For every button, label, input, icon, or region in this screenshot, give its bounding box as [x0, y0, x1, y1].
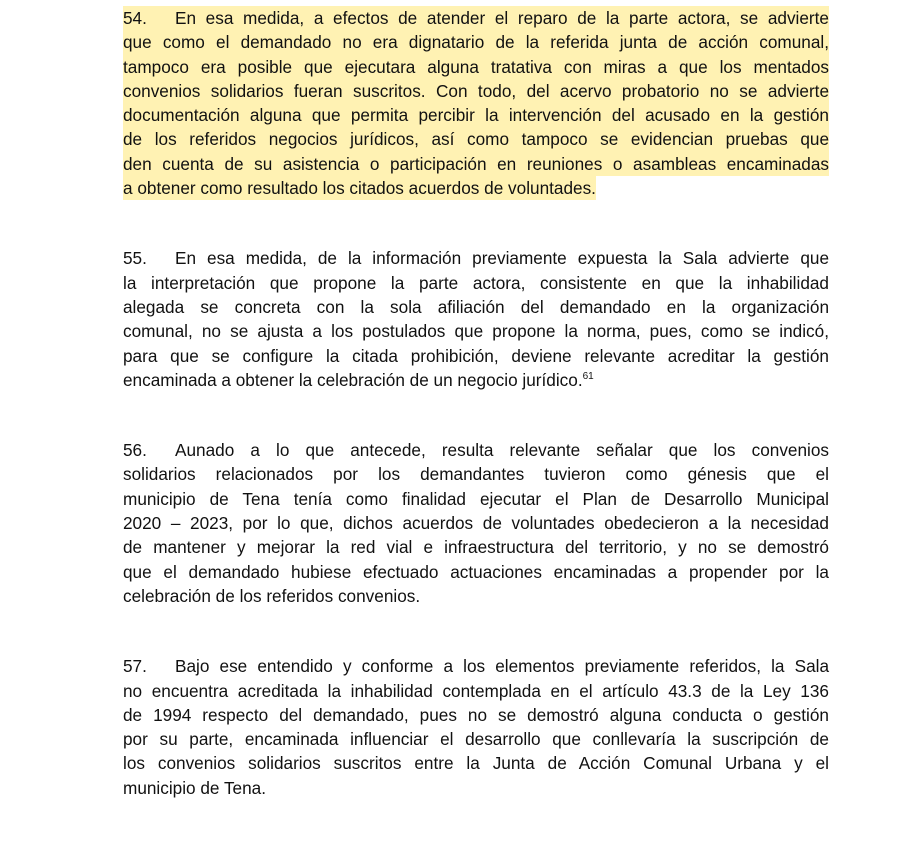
document-page: [123, 6, 829, 846]
paragraph-line: convenios solidarios fueran suscritos. Con todo, del acervo probatorio no se advierte: [123, 79, 829, 103]
paragraph-line: para que se configure la citada prohibición, deviene relevante acreditar la gestión: [123, 345, 829, 366]
paragraph-line: municipio de Tena.: [123, 777, 267, 798]
paragraph-line: por su parte, encaminada influenciar el desarrollo que conllevaría la suscripción de: [123, 729, 829, 750]
paragraph-line: que el demandado hubiese efectuado actuaciones encaminadas a propender por la: [123, 561, 829, 582]
paragraph-line: no encuentra acreditada la inhabilidad contemplada en el artículo 43.3 de la Ley 136: [123, 680, 829, 701]
paragraph-line: de 1994 respecto del demandado, pues no se demostró alguna conducta o gestión: [123, 704, 829, 725]
paragraph-54: [123, 6, 829, 200]
paragraph-number: 57.: [123, 656, 147, 677]
paragraph-line: 2020 – 2023, por lo que, dichos acuerdos de voluntades obedecieron a la necesidad: [123, 513, 829, 534]
paragraph-line: de mantener y mejorar la red vial e infraestructura del territorio, y no se demostró: [123, 537, 829, 558]
paragraph-line: documentación alguna que permita percibir la intervención del acusado en la gestión: [123, 103, 829, 127]
paragraph-line: 56. Aunado a lo que antecede, resulta relevante señalar que los convenios: [123, 438, 829, 462]
paragraph-number: 55.: [123, 248, 147, 269]
paragraph-line: encaminada a obtener la celebración de un negocio jurídico.$^{61}$: [123, 369, 594, 390]
paragraph-line: de los referidos negocios jurídicos, así como tampoco se evidencian pruebas que: [123, 127, 829, 151]
paragraph-line: 55. En esa medida, de la información previamente expuesta la Sala advierte que: [123, 246, 829, 270]
paragraph-line: 54. En esa medida, a efectos de atender el reparo de la parte actora, se advierte: [123, 6, 829, 30]
paragraph-line: los convenios solidarios suscritos entre la Junta de Acción Comunal Urbana y el: [123, 753, 829, 774]
paragraph-line: celebración de los referidos convenios.: [123, 585, 421, 606]
paragraph-line: la interpretación que propone la parte actora, consistente en que la inhabilidad: [123, 272, 829, 293]
paragraph-line: 57. Bajo ese entendido y conforme a los elementos previamente referidos, la Sala: [123, 654, 829, 678]
paragraph-line: den cuenta de su asistencia o participación en reuniones o asambleas encaminadas: [123, 152, 829, 176]
footnote-reference[interactable]: 61: [582, 370, 594, 382]
paragraph-line: alegada se concreta con la sola afiliación del demandado en la organización: [123, 296, 829, 317]
paragraph-line: tampoco era posible que ejecutara alguna tratativa con miras a que los mentados: [123, 55, 829, 79]
paragraph-line: a obtener como resultado los citados acuerdos de voluntades.: [123, 176, 596, 200]
paragraph-line: comunal, no se ajusta a los postulados que propone la norma, pues, como se indicó,: [123, 321, 829, 342]
paragraph-line: municipio de Tena tenía como finalidad ejecutar el Plan de Desarrollo Municipal: [123, 488, 829, 509]
paragraph-number: 54.: [123, 8, 147, 28]
paragraph-number: 56.: [123, 440, 147, 461]
paragraph-line: solidarios relacionados por los demandantes tuvieron como génesis que el: [123, 464, 829, 485]
paragraph-57: [123, 654, 829, 800]
paragraph-line: que como el demandado no era dignatario de la referida junta de acción comunal,: [123, 30, 829, 54]
paragraph-55: [123, 246, 829, 392]
paragraph-56: [123, 438, 829, 608]
